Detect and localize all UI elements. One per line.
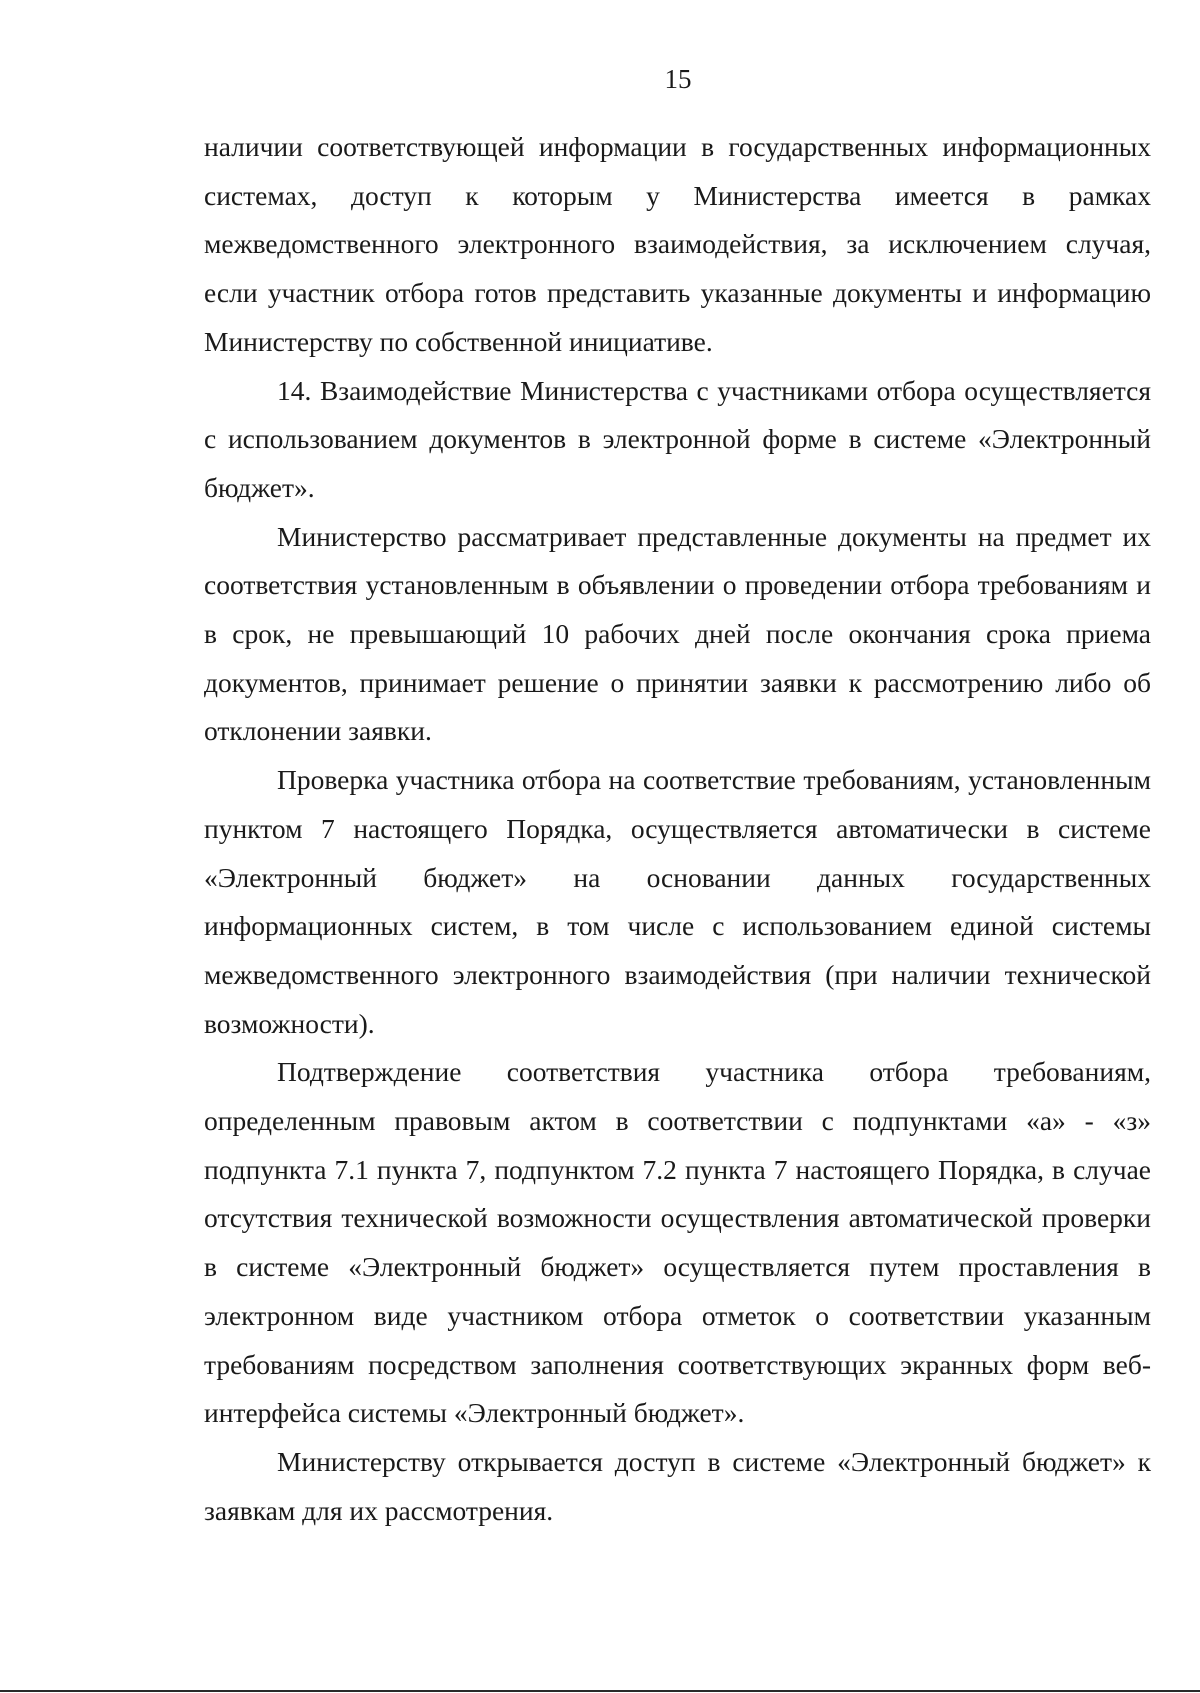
page-number: 15: [664, 64, 692, 94]
paragraph-continuation: наличии соответствующей информации в государственных информационных системах, доступ к которым у Министерства имеется в рамках межведомственного электронного взаимодействия, за исключением случая, если участник отбора готов представить указанные документы и информацию Министерству по собственной инициативе.: [204, 131, 1151, 357]
document-body: [204, 123, 1151, 1535]
bottom-rule: [0, 1690, 1200, 1692]
paragraph-14: 14. Взаимодействие Министерства с участниками отбора осуществляется с использованием документов в электронной форме в системе «Электронный бюджет».: [204, 374, 1151, 503]
paragraph-review: Министерство рассматривает представленные документы на предмет их соответствия установленным в объявлении о проведении отбора требованиям и в срок, не превышающий 10 рабочих дней после окончания срока приема документов, принимает решение о принятии заявки к рассмотрению либо об отклонении заявки.: [204, 520, 1151, 747]
paragraph-access: Министерству открывается доступ в системе «Электронный бюджет» к заявкам для их рассмотрения.: [204, 1445, 1151, 1526]
paragraph-confirmation: Подтверждение соответствия участника отбора требованиям, определенным правовым актом в соответствии с подпунктами «а» - «з» подпункта 7.1 пункта 7, подпунктом 7.2 пункта 7 настоящего Порядка, в случае отсутствия технической возможности осуществления автоматической проверки в системе «Электронный бюджет» осуществляется путем проставления в электронном виде участником отбора отметок о соответствии указанным требованиям посредством заполнения соответствующих экранных форм веб-интерфейса системы «Электронный бюджет».: [204, 1056, 1151, 1429]
paragraph-verification: Проверка участника отбора на соответствие требованиям, установленным пунктом 7 настоящего Порядка, осуществляется автоматически в системе «Электронный бюджет» на основании данных государственных информационных систем, в том числе с использованием единой системы межведомственного электронного взаимодействия (при наличии технической возможности).: [204, 764, 1151, 1039]
